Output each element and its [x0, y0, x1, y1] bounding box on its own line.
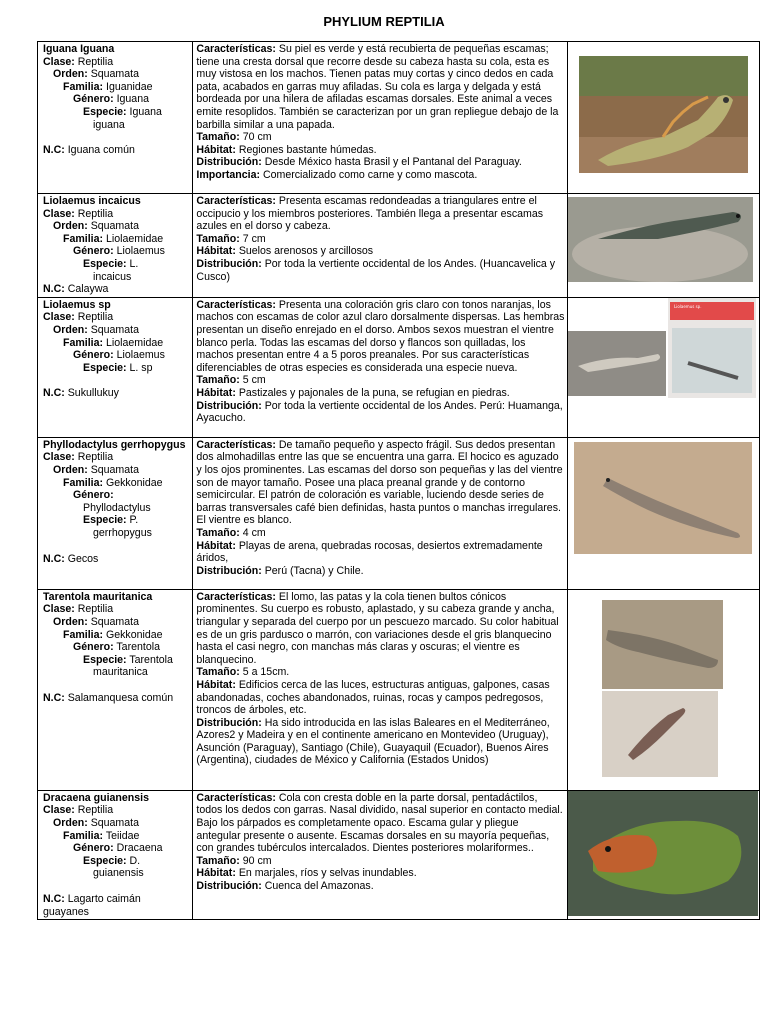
liolaemus-incaicus-photo	[568, 194, 758, 294]
phyllodactylus-photo	[568, 438, 758, 589]
iguana-photo	[568, 42, 758, 193]
tarentola-photos	[568, 590, 758, 790]
taxonomy-cell: Liolaemus incaicus Clase: Reptilia Orden: Squamata Familia: Liolaemidae Género: Liolaemus Especie: L. incaicus N.C: Calaywa	[38, 194, 193, 298]
description-cell: Características: Cola con cresta doble en la parte dorsal, pentadáctilos, todos los dedos con garras. Nasal dividido, nasal superior en contacto medial. Bajo los párpados es completamente opaco. Escama gular y pliegue antegular presente o ausente. Escamas dorsales en su mayoría pequeñas, con grandes tubérculos intercalados. Dientes posteriores molariformes.. Tamaño: 90 cm Hábitat: En marjales, ríos y selvas inundables. Distribución: Cuenca del Amazonas.	[193, 790, 568, 919]
photo-cell	[568, 589, 760, 790]
table-row	[38, 42, 760, 194]
liolaemus-sp-photos	[568, 298, 758, 437]
description-cell: Características: Presenta escamas redondeadas a triangulares entre el occipucio y los miembros posteriores. También llega a presentar escamas azules en el dorso y cabeza. Tamaño: 7 cm Hábitat: Suelos arenosos y arcillosos Distribución: Por toda la vertiente occidental de los Andes. (Huancavelica y Cusco)	[193, 194, 568, 298]
description-cell: Características: Su piel es verde y está recubierta de pequeñas escamas; tiene una cresta dorsal que recorre desde su cabeza hasta su cola, esta es muy vistosa en los machos. Tienen patas muy cortas y cinco dedos en cada pata, acabados en garras muy afiladas. Su cola es larga y delgada y está bordeada por una hilera de afiladas escamas dorsales. Este animal a veces emite resoplidos. También se caracterizan por un gran repliegue debajo de la barbilla similar a una papada. Tamaño: 70 cm Hábitat: Regiones bastante húmedas. Distribución: Desde México hasta Brasil y el Pantanal del Paraguay. Importancia: Comercializado como carne y como mascota.	[193, 42, 568, 194]
species-name: Tarentola mauritanica	[43, 590, 153, 603]
photo-cell	[568, 194, 760, 298]
table-row	[38, 194, 760, 298]
table-row	[38, 790, 760, 919]
taxonomy-cell: Iguana Iguana Clase: Reptilia Orden: Squamata Familia: Iguanidae Género: Iguana Especie: Iguana iguana N.C: Iguana común	[38, 42, 193, 194]
description-cell: Características: De tamaño pequeño y aspecto frágil. Sus dedos presentan dos almohadillas entre las que se encuentra una garra. El hocico es aguzado y los ojos prominentes. Las escamas del dorso son pequeñas y las del vientre son de mayor tamaño. Posee una placa preanal grande y de contorno semicircular. El patrón de coloración es variable, luciendo desde series de barras transversales café bien definidas, hasta puntos o manchas irregulares. El vientre es blanco. Tamaño: 4 cm Hábitat: Playas de arena, quebradas rocosas, desiertos extremadamente áridos, Distribución: Perú (Tacna) y Chile.	[193, 437, 568, 589]
dracaena-photo	[568, 791, 758, 916]
taxonomy-cell: Tarentola mauritanica Clase: Reptilia Orden: Squamata Familia: Gekkonidae Género: Tarentola Especie: Tarentola mauritanica N.C: Salamanquesa común	[38, 589, 193, 790]
photo-cell	[568, 437, 760, 589]
species-name: Phyllodactylus gerrhopygus	[43, 438, 186, 451]
table-row	[38, 297, 760, 437]
photo-cell	[568, 790, 760, 919]
sign-text: Liolaemus sp.	[674, 303, 702, 309]
page-title: PHYLIUM REPTILIA	[323, 14, 445, 29]
photo-cell	[568, 297, 760, 437]
species-table	[37, 41, 760, 920]
table-row	[38, 437, 760, 589]
description-cell: Características: El lomo, las patas y la cola tienen bultos cónicos prominentes. Su cuerpo es robusto, aplastado, y su cabeza grande y ancha, triangular y separada del cuerpo por un pescuezo marcado. Su color habitual es de un gris pardusco o marrón, con variaciones desde el gris blanquecino hasta el casi negro, con manchas más claras y oscuras; el vientre es blanquecino. Tamaño: 5 a 15cm. Hábitat: Edificios cerca de las luces, estructuras antiguas, galpones, casas abandonadas, coches abandonados, ruinas, rocas y campos pedregosos, troncos de árboles, etc. Distribución: Ha sido introducida en las islas Baleares en el Mediterráneo, Azores2 y Madeira y en el continente americano en Montevideo (Uruguay), Asunción (Paraguay), Santiago (Chile), Guayaquil (Ecuador), Buenos Aires (Argentina), ciudades de México y California (Estados Unidos)	[193, 589, 568, 790]
table-row	[38, 589, 760, 790]
description-cell: Características: Presenta una coloración gris claro con tonos naranjas, los machos con escamas de color azul claro dorsalmente dispersas. Las hembras presentan un diseño enrejado en el dorso. Ambos sexos muestran el vientre blanco perla. Todas las escamas del dorso y flancos son quilladas, los machos presentan entre 4 a 5 poros preanales. Por sus características diferenciables de otras especies es considerada una especie nueva. Tamaño: 5 cm Hábitat: Pastizales y pajonales de la puna, se refugian en piedras. Distribución: Por toda la vertiente occidental de los Andes. Perú: Huamanga, Ayacucho.	[193, 297, 568, 437]
taxonomy-cell: Dracaena guianensis Clase: Reptilia Orden: Squamata Familia: Teiidae Género: Dracaena Especie: D. guianensis N.C: Lagarto caimán guayanes	[38, 790, 193, 919]
species-name: Dracaena guianensis	[43, 791, 149, 804]
species-name: Liolaemus incaicus	[43, 195, 141, 207]
taxonomy-cell: Liolaemus sp Clase: Reptilia Orden: Squamata Familia: Liolaemidae Género: Liolaemus Especie: L. sp N.C: Sukullukuy	[38, 297, 193, 437]
species-name: Iguana Iguana	[43, 43, 115, 55]
photo-cell	[568, 42, 760, 194]
taxonomy-cell: Phyllodactylus gerrhopygus Clase: Reptilia Orden: Squamata Familia: Gekkonidae Género: Phyllodactylus Especie: P. gerrhopygus N.C: Gecos	[38, 437, 193, 589]
species-name: Liolaemus sp	[43, 298, 111, 311]
